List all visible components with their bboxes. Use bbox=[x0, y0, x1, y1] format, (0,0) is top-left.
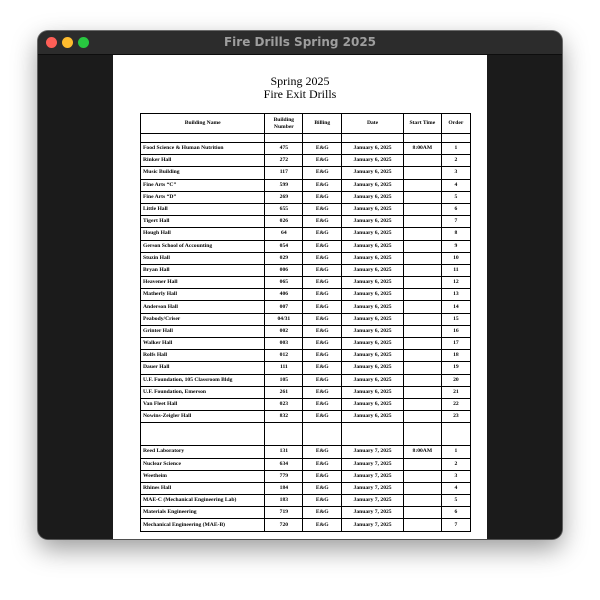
building-number-cell: 272 bbox=[265, 155, 303, 167]
building-number-cell: 832 bbox=[265, 411, 303, 423]
column-header-building-number: Building Number bbox=[265, 114, 303, 134]
start-time-cell bbox=[403, 495, 441, 507]
order-cell: 3 bbox=[441, 470, 470, 482]
date-cell: January 6, 2025 bbox=[342, 252, 404, 264]
billing-cell: E&G bbox=[303, 495, 342, 507]
date-cell: January 6, 2025 bbox=[342, 338, 404, 350]
building-name-cell: Van Fleet Hall bbox=[141, 398, 265, 410]
building-number-cell: 003 bbox=[265, 338, 303, 350]
date-cell: January 6, 2025 bbox=[342, 325, 404, 337]
table-row bbox=[141, 228, 471, 240]
billing-cell: E&G bbox=[303, 482, 342, 494]
billing-cell: E&G bbox=[303, 374, 342, 386]
table-row bbox=[141, 374, 471, 386]
building-name-cell: Heavener Hall bbox=[141, 277, 265, 289]
document-title-line1: Spring 2025 bbox=[270, 74, 330, 88]
order-cell: 2 bbox=[441, 155, 470, 167]
start-time-cell bbox=[403, 313, 441, 325]
table-row bbox=[141, 338, 471, 350]
billing-cell: E&G bbox=[303, 325, 342, 337]
date-cell: January 6, 2025 bbox=[342, 411, 404, 423]
building-number-cell: 655 bbox=[265, 203, 303, 215]
date-cell: January 7, 2025 bbox=[342, 470, 404, 482]
billing-cell: E&G bbox=[303, 143, 342, 155]
billing-cell: E&G bbox=[303, 338, 342, 350]
table-row bbox=[141, 325, 471, 337]
order-cell: 8 bbox=[441, 228, 470, 240]
building-number-cell: 04/31 bbox=[265, 313, 303, 325]
building-name-cell: Anderson Hall bbox=[141, 301, 265, 313]
document-title bbox=[113, 75, 487, 101]
building-number-cell: 105 bbox=[265, 374, 303, 386]
table-row bbox=[141, 277, 471, 289]
table-header-row bbox=[141, 114, 471, 134]
start-time-cell bbox=[403, 277, 441, 289]
start-time-cell bbox=[403, 519, 441, 531]
date-cell: January 6, 2025 bbox=[342, 240, 404, 252]
document-title-line2: Fire Exit Drills bbox=[263, 87, 337, 101]
table-row bbox=[141, 411, 471, 423]
building-name-cell: Stuzin Hall bbox=[141, 252, 265, 264]
start-time-cell bbox=[403, 179, 441, 191]
date-cell: January 6, 2025 bbox=[342, 301, 404, 313]
start-time-cell bbox=[403, 386, 441, 398]
building-name-cell: MAE-C (Mechanical Engineering Lab) bbox=[141, 495, 265, 507]
order-cell: 6 bbox=[441, 203, 470, 215]
start-time-cell bbox=[403, 301, 441, 313]
order-cell: 17 bbox=[441, 338, 470, 350]
billing-cell: E&G bbox=[303, 277, 342, 289]
start-time-cell bbox=[403, 289, 441, 301]
table-row bbox=[141, 507, 471, 519]
building-name-cell: Food Science & Human Nutrition bbox=[141, 143, 265, 155]
billing-cell: E&G bbox=[303, 179, 342, 191]
building-name-cell: Mechanical Engineering (MAE-B) bbox=[141, 519, 265, 531]
table-row bbox=[141, 362, 471, 374]
billing-cell: E&G bbox=[303, 507, 342, 519]
order-cell: 15 bbox=[441, 313, 470, 325]
spacer-row bbox=[141, 134, 471, 143]
table-row bbox=[141, 495, 471, 507]
billing-cell: E&G bbox=[303, 228, 342, 240]
order-cell: 23 bbox=[441, 411, 470, 423]
order-cell: 10 bbox=[441, 252, 470, 264]
empty-cell bbox=[265, 423, 303, 446]
start-time-cell: 8:00AM bbox=[403, 446, 441, 458]
billing-cell: E&G bbox=[303, 203, 342, 215]
table-row bbox=[141, 155, 471, 167]
date-cell: January 7, 2025 bbox=[342, 446, 404, 458]
billing-cell: E&G bbox=[303, 240, 342, 252]
start-time-cell bbox=[403, 325, 441, 337]
table-row bbox=[141, 264, 471, 276]
building-number-cell: 131 bbox=[265, 446, 303, 458]
building-number-cell: 269 bbox=[265, 191, 303, 203]
table-row bbox=[141, 216, 471, 228]
building-number-cell: 002 bbox=[265, 325, 303, 337]
building-number-cell: 64 bbox=[265, 228, 303, 240]
billing-cell: E&G bbox=[303, 398, 342, 410]
billing-cell: E&G bbox=[303, 167, 342, 179]
table-row bbox=[141, 313, 471, 325]
start-time-cell bbox=[403, 507, 441, 519]
building-number-cell: 117 bbox=[265, 167, 303, 179]
billing-cell: E&G bbox=[303, 264, 342, 276]
building-name-cell: Hough Hall bbox=[141, 228, 265, 240]
building-number-cell: 475 bbox=[265, 143, 303, 155]
column-header-start-time: Start Time bbox=[403, 114, 441, 134]
order-cell: 1 bbox=[441, 143, 470, 155]
empty-cell bbox=[141, 423, 265, 446]
order-cell: 7 bbox=[441, 216, 470, 228]
start-time-cell bbox=[403, 216, 441, 228]
building-number-cell: 634 bbox=[265, 458, 303, 470]
billing-cell: E&G bbox=[303, 470, 342, 482]
date-cell: January 6, 2025 bbox=[342, 167, 404, 179]
date-cell: January 6, 2025 bbox=[342, 277, 404, 289]
app-window bbox=[38, 31, 562, 539]
building-name-cell: Nowins-Zeigler Hall bbox=[141, 411, 265, 423]
building-name-cell: U.F. Foundation, 105 Classroom Bldg bbox=[141, 374, 265, 386]
billing-cell: E&G bbox=[303, 301, 342, 313]
building-number-cell: 054 bbox=[265, 240, 303, 252]
date-cell: January 6, 2025 bbox=[342, 313, 404, 325]
date-cell: January 7, 2025 bbox=[342, 507, 404, 519]
building-name-cell: Peabody/Criser bbox=[141, 313, 265, 325]
document-viewport[interactable] bbox=[38, 55, 562, 539]
order-cell: 20 bbox=[441, 374, 470, 386]
column-header-order: Order bbox=[441, 114, 470, 134]
order-cell: 21 bbox=[441, 386, 470, 398]
building-name-cell: Matherly Hall bbox=[141, 289, 265, 301]
billing-cell: E&G bbox=[303, 411, 342, 423]
order-cell: 6 bbox=[441, 507, 470, 519]
building-name-cell: Materials Engineering bbox=[141, 507, 265, 519]
billing-cell: E&G bbox=[303, 191, 342, 203]
table-row bbox=[141, 470, 471, 482]
billing-cell: E&G bbox=[303, 313, 342, 325]
building-number-cell: 006 bbox=[265, 264, 303, 276]
building-number-cell: 720 bbox=[265, 519, 303, 531]
date-cell: January 6, 2025 bbox=[342, 191, 404, 203]
billing-cell: E&G bbox=[303, 252, 342, 264]
date-cell: January 6, 2025 bbox=[342, 398, 404, 410]
building-number-cell: 184 bbox=[265, 482, 303, 494]
start-time-cell bbox=[403, 338, 441, 350]
order-cell: 3 bbox=[441, 167, 470, 179]
order-cell: 1 bbox=[441, 446, 470, 458]
column-header-date: Date bbox=[342, 114, 404, 134]
table-row bbox=[141, 179, 471, 191]
order-cell: 7 bbox=[441, 519, 470, 531]
billing-cell: E&G bbox=[303, 216, 342, 228]
column-header-billing: Billing bbox=[303, 114, 342, 134]
start-time-cell bbox=[403, 240, 441, 252]
order-cell: 22 bbox=[441, 398, 470, 410]
billing-cell: E&G bbox=[303, 155, 342, 167]
billing-cell: E&G bbox=[303, 289, 342, 301]
building-name-cell: Fine Arts “D” bbox=[141, 191, 265, 203]
document-page bbox=[113, 55, 487, 539]
building-name-cell: Nuclear Science bbox=[141, 458, 265, 470]
start-time-cell bbox=[403, 252, 441, 264]
date-cell: January 6, 2025 bbox=[342, 289, 404, 301]
empty-cell bbox=[403, 134, 441, 143]
date-cell: January 7, 2025 bbox=[342, 495, 404, 507]
building-name-cell: Fine Arts “C” bbox=[141, 179, 265, 191]
empty-cell bbox=[141, 134, 265, 143]
start-time-cell bbox=[403, 470, 441, 482]
table-row bbox=[141, 289, 471, 301]
start-time-cell bbox=[403, 155, 441, 167]
date-cell: January 6, 2025 bbox=[342, 203, 404, 215]
date-cell: January 7, 2025 bbox=[342, 482, 404, 494]
date-cell: January 6, 2025 bbox=[342, 143, 404, 155]
table-row bbox=[141, 446, 471, 458]
order-cell: 19 bbox=[441, 362, 470, 374]
building-number-cell: 406 bbox=[265, 289, 303, 301]
start-time-cell bbox=[403, 458, 441, 470]
building-name-cell: Grinter Hall bbox=[141, 325, 265, 337]
empty-cell bbox=[265, 134, 303, 143]
date-cell: January 6, 2025 bbox=[342, 155, 404, 167]
building-number-cell: 719 bbox=[265, 507, 303, 519]
date-cell: January 6, 2025 bbox=[342, 374, 404, 386]
start-time-cell bbox=[403, 191, 441, 203]
start-time-cell bbox=[403, 362, 441, 374]
building-number-cell: 111 bbox=[265, 362, 303, 374]
table-row bbox=[141, 301, 471, 313]
date-cell: January 7, 2025 bbox=[342, 519, 404, 531]
table-row bbox=[141, 167, 471, 179]
building-number-cell: 599 bbox=[265, 179, 303, 191]
date-cell: January 6, 2025 bbox=[342, 362, 404, 374]
billing-cell: E&G bbox=[303, 350, 342, 362]
start-time-cell bbox=[403, 350, 441, 362]
order-cell: 14 bbox=[441, 301, 470, 313]
table-row bbox=[141, 458, 471, 470]
billing-cell: E&G bbox=[303, 458, 342, 470]
group-gap-row bbox=[141, 423, 471, 446]
table-row bbox=[141, 191, 471, 203]
start-time-cell bbox=[403, 203, 441, 215]
start-time-cell bbox=[403, 264, 441, 276]
billing-cell: E&G bbox=[303, 362, 342, 374]
building-name-cell: Bryan Hall bbox=[141, 264, 265, 276]
building-name-cell: Weetheim bbox=[141, 470, 265, 482]
start-time-cell bbox=[403, 398, 441, 410]
building-name-cell: Dauer Hall bbox=[141, 362, 265, 374]
table-row bbox=[141, 143, 471, 155]
empty-cell bbox=[441, 423, 470, 446]
start-time-cell bbox=[403, 374, 441, 386]
building-name-cell: Rinker Hall bbox=[141, 155, 265, 167]
building-name-cell: U.F. Foundation, Emerson bbox=[141, 386, 265, 398]
building-number-cell: 007 bbox=[265, 301, 303, 313]
order-cell: 5 bbox=[441, 191, 470, 203]
order-cell: 4 bbox=[441, 482, 470, 494]
billing-cell: E&G bbox=[303, 446, 342, 458]
date-cell: January 6, 2025 bbox=[342, 386, 404, 398]
order-cell: 16 bbox=[441, 325, 470, 337]
order-cell: 5 bbox=[441, 495, 470, 507]
order-cell: 2 bbox=[441, 458, 470, 470]
empty-cell bbox=[403, 423, 441, 446]
order-cell: 18 bbox=[441, 350, 470, 362]
date-cell: January 7, 2025 bbox=[342, 458, 404, 470]
start-time-cell bbox=[403, 482, 441, 494]
table-row bbox=[141, 252, 471, 264]
building-name-cell: Reed Laboratory bbox=[141, 446, 265, 458]
table-row bbox=[141, 240, 471, 252]
start-time-cell bbox=[403, 411, 441, 423]
start-time-cell bbox=[403, 167, 441, 179]
order-cell: 4 bbox=[441, 179, 470, 191]
date-cell: January 6, 2025 bbox=[342, 264, 404, 276]
order-cell: 12 bbox=[441, 277, 470, 289]
window-title: Fire Drills Spring 2025 bbox=[223, 35, 377, 49]
table-body bbox=[141, 134, 471, 532]
building-number-cell: 183 bbox=[265, 495, 303, 507]
date-cell: January 6, 2025 bbox=[342, 350, 404, 362]
empty-cell bbox=[441, 134, 470, 143]
table-row bbox=[141, 519, 471, 531]
building-number-cell: 026 bbox=[265, 216, 303, 228]
building-number-cell: 029 bbox=[265, 252, 303, 264]
table-row bbox=[141, 203, 471, 215]
empty-cell bbox=[303, 423, 342, 446]
empty-cell bbox=[303, 134, 342, 143]
fire-drill-table bbox=[140, 113, 471, 532]
building-name-cell: Tigert Hall bbox=[141, 216, 265, 228]
table-row bbox=[141, 350, 471, 362]
title-bar[interactable] bbox=[38, 31, 562, 55]
date-cell: January 6, 2025 bbox=[342, 228, 404, 240]
building-number-cell: 779 bbox=[265, 470, 303, 482]
building-name-cell: Rolfs Hall bbox=[141, 350, 265, 362]
date-cell: January 6, 2025 bbox=[342, 179, 404, 191]
building-number-cell: 261 bbox=[265, 386, 303, 398]
building-name-cell: Gerson School of Accounting bbox=[141, 240, 265, 252]
building-name-cell: Walker Hall bbox=[141, 338, 265, 350]
order-cell: 13 bbox=[441, 289, 470, 301]
order-cell: 11 bbox=[441, 264, 470, 276]
table-row bbox=[141, 482, 471, 494]
start-time-cell: 8:00AM bbox=[403, 143, 441, 155]
building-number-cell: 065 bbox=[265, 277, 303, 289]
table-row bbox=[141, 398, 471, 410]
billing-cell: E&G bbox=[303, 386, 342, 398]
building-name-cell: Rhines Hall bbox=[141, 482, 265, 494]
building-name-cell: Music Building bbox=[141, 167, 265, 179]
column-header-building-name: Building Name bbox=[141, 114, 265, 134]
order-cell: 9 bbox=[441, 240, 470, 252]
date-cell: January 6, 2025 bbox=[342, 216, 404, 228]
building-number-cell: 023 bbox=[265, 398, 303, 410]
building-name-cell: Little Hall bbox=[141, 203, 265, 215]
start-time-cell bbox=[403, 228, 441, 240]
empty-cell bbox=[342, 423, 404, 446]
billing-cell: E&G bbox=[303, 519, 342, 531]
empty-cell bbox=[342, 134, 404, 143]
building-number-cell: 012 bbox=[265, 350, 303, 362]
table-row bbox=[141, 386, 471, 398]
